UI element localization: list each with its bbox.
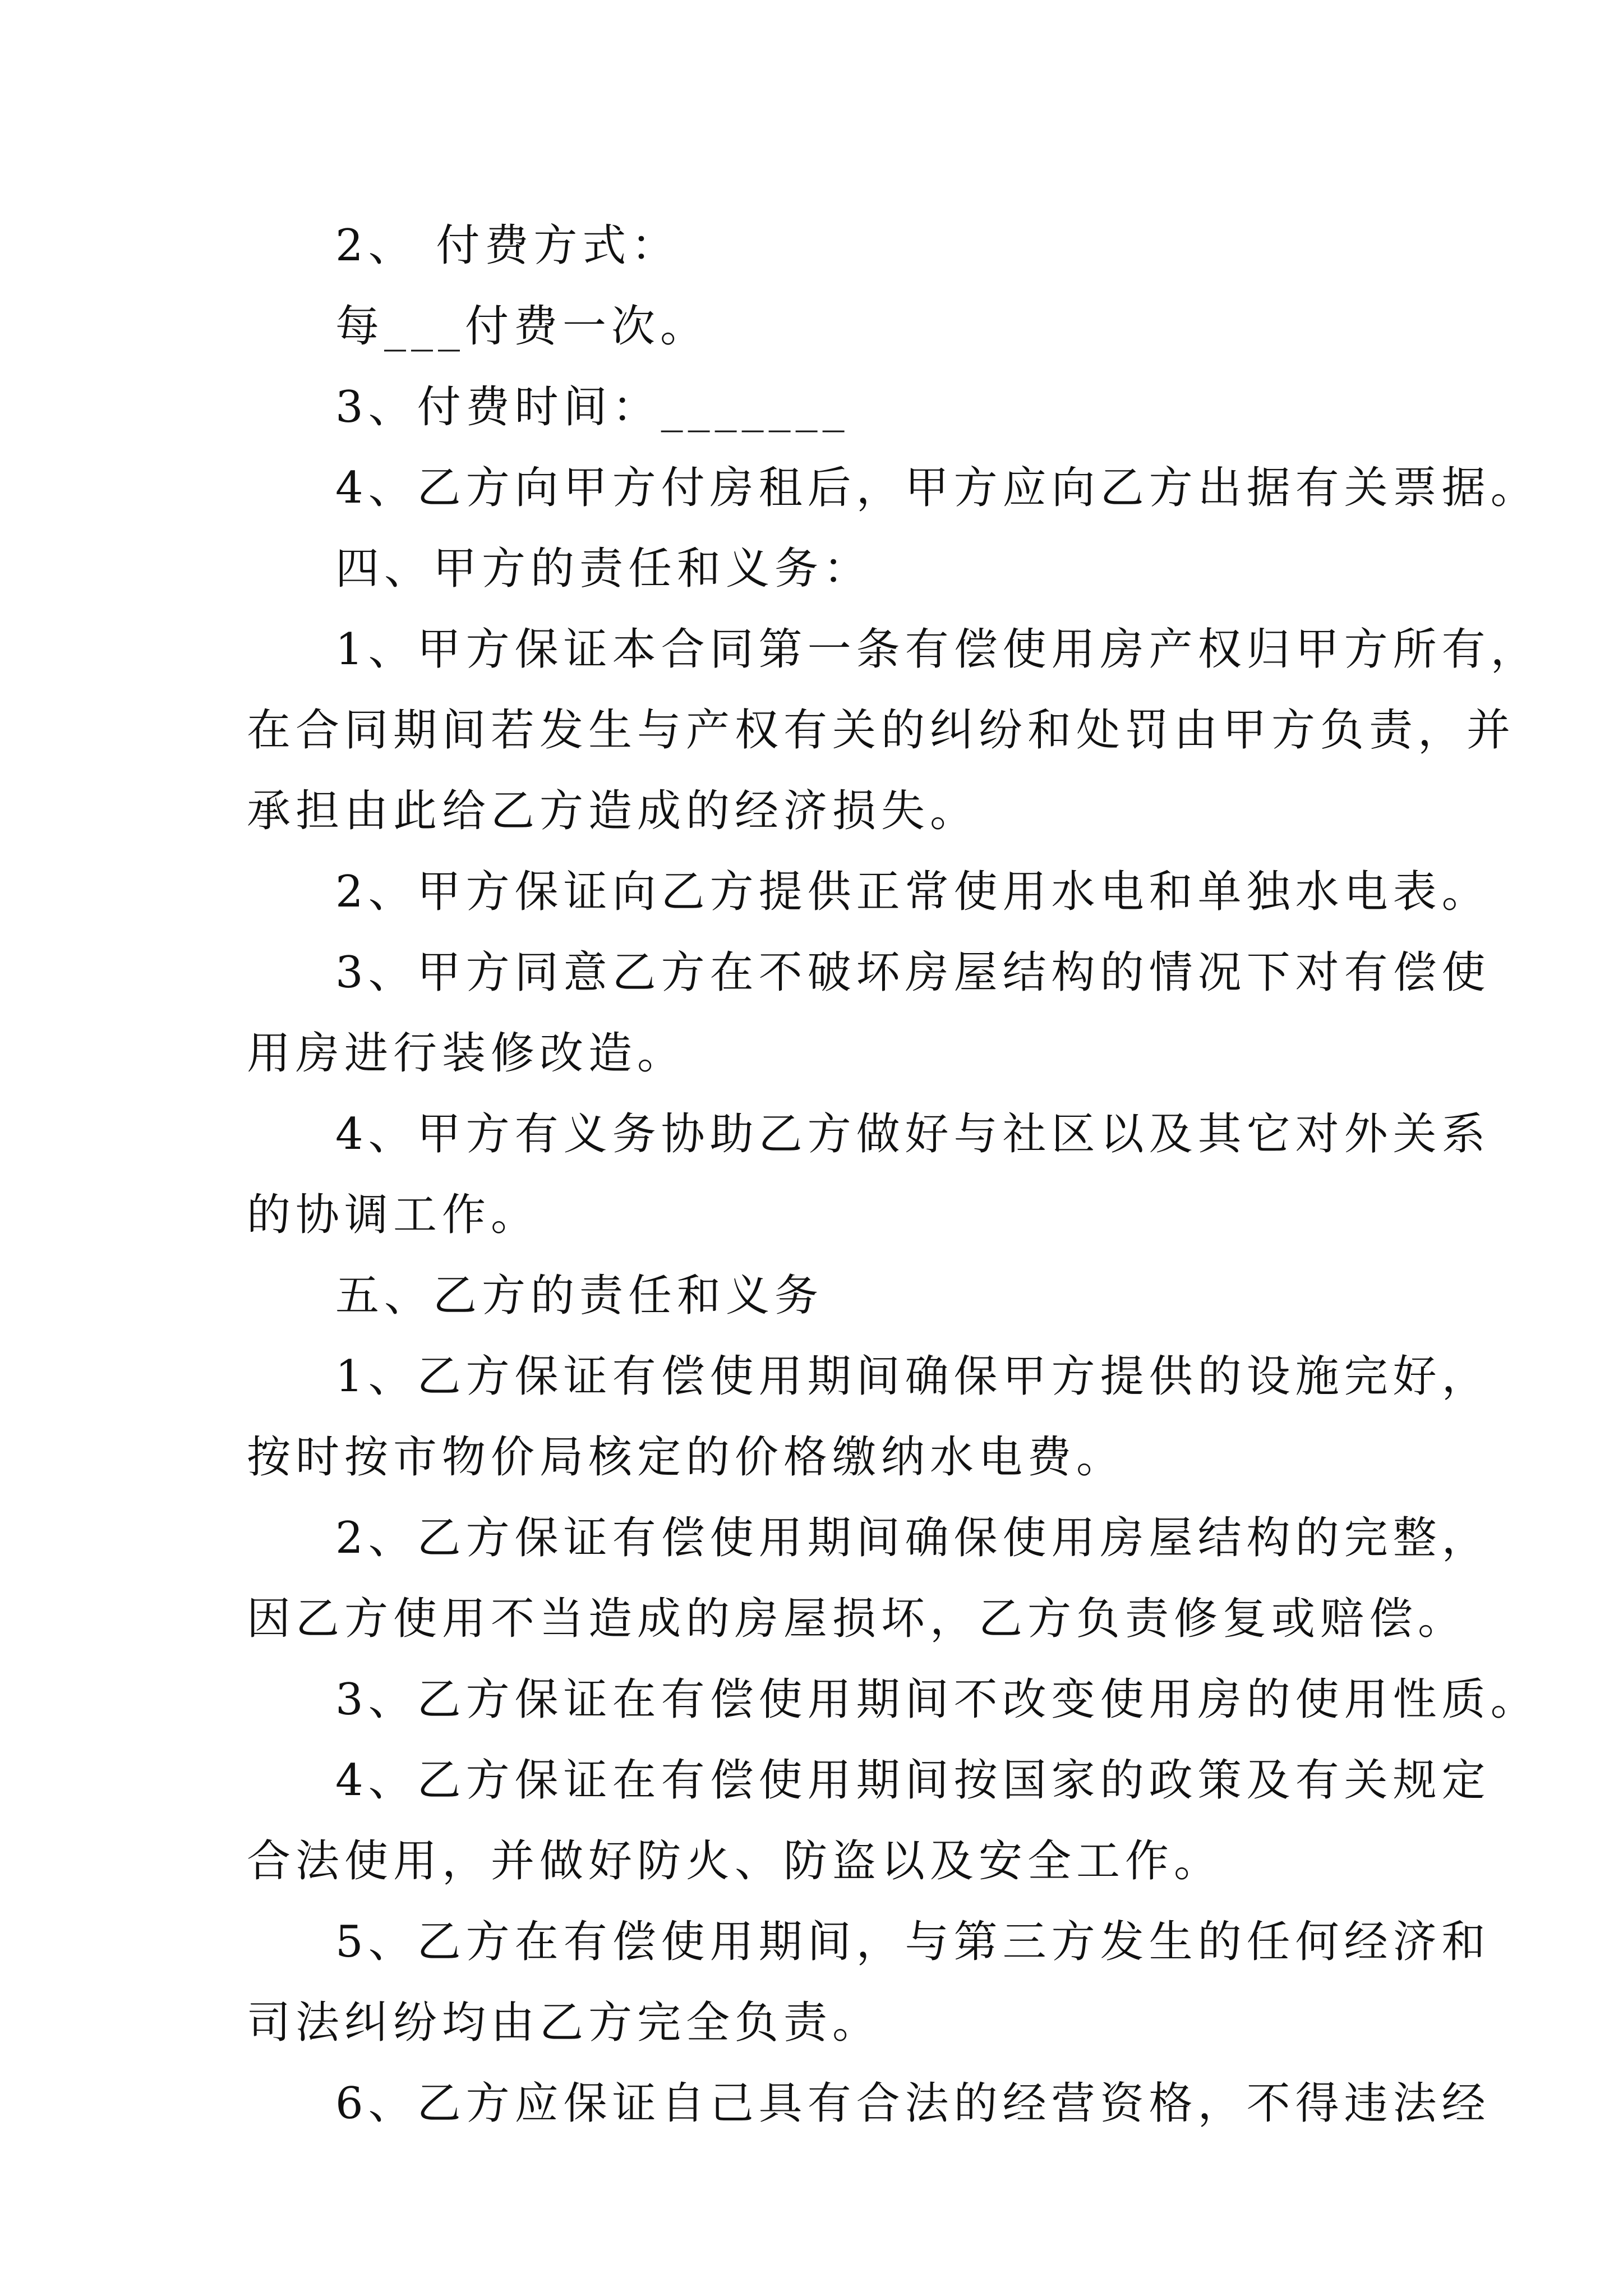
paragraph-line: 司法纠纷均由乙方完全负责。	[247, 1998, 882, 2048]
paragraph-line: 4、乙方保证在有偿使用期间按国家的政策及有关规定	[335, 1755, 1491, 1806]
paragraph-line: 2、 付费方式：	[335, 220, 680, 271]
section-heading: 五、乙方的责任和义务	[335, 1271, 824, 1321]
paragraph-line: 1、乙方保证有偿使用期间确保甲方提供的设施完好，	[335, 1351, 1491, 1402]
paragraph-line: 4、乙方向甲方付房租后，甲方应向乙方出据有关票据。	[335, 463, 1539, 513]
paragraph-line: 3、甲方同意乙方在不破坏房屋结构的情况下对有偿使	[335, 947, 1491, 998]
paragraph-line: 每___付费一次。	[335, 301, 709, 352]
paragraph-line: 6、乙方应保证自己具有合法的经营资格，不得违法经	[335, 2078, 1491, 2129]
paragraph-line: 3、付费时间：_______	[335, 382, 850, 432]
paragraph-line: 承担由此给乙方造成的经济损失。	[247, 786, 979, 836]
section-heading: 四、甲方的责任和义务：	[335, 544, 873, 594]
paragraph-line: 2、乙方保证有偿使用期间确保使用房屋结构的完整，	[335, 1513, 1491, 1563]
paragraph-line: 的协调工作。	[247, 1190, 540, 1240]
paragraph-line: 用房进行装修改造。	[247, 1028, 686, 1079]
paragraph-line: 因乙方使用不当造成的房屋损坏，乙方负责修复或赔偿。	[247, 1594, 1467, 1644]
paragraph-line: 1、甲方保证本合同第一条有偿使用房产权归甲方所有，	[335, 624, 1539, 675]
paragraph-line: 2、甲方保证向乙方提供正常使用水电和单独水电表。	[335, 867, 1491, 917]
paragraph-line: 3、乙方保证在有偿使用期间不改变使用房的使用性质。	[335, 1674, 1539, 1725]
paragraph-line: 按时按市物价局核定的价格缴纳水电费。	[247, 1432, 1126, 1483]
paragraph-line: 4、甲方有义务协助乙方做好与社区以及其它对外关系	[335, 1109, 1491, 1159]
paragraph-line: 5、乙方在有偿使用期间，与第三方发生的任何经济和	[335, 1917, 1491, 1967]
paragraph-line: 合法使用，并做好防火、防盗以及安全工作。	[247, 1836, 1223, 1887]
document-body	[247, 205, 1539, 2144]
paragraph-line: 在合同期间若发生与产权有关的纠纷和处罚由甲方负责，并	[247, 705, 1516, 756]
